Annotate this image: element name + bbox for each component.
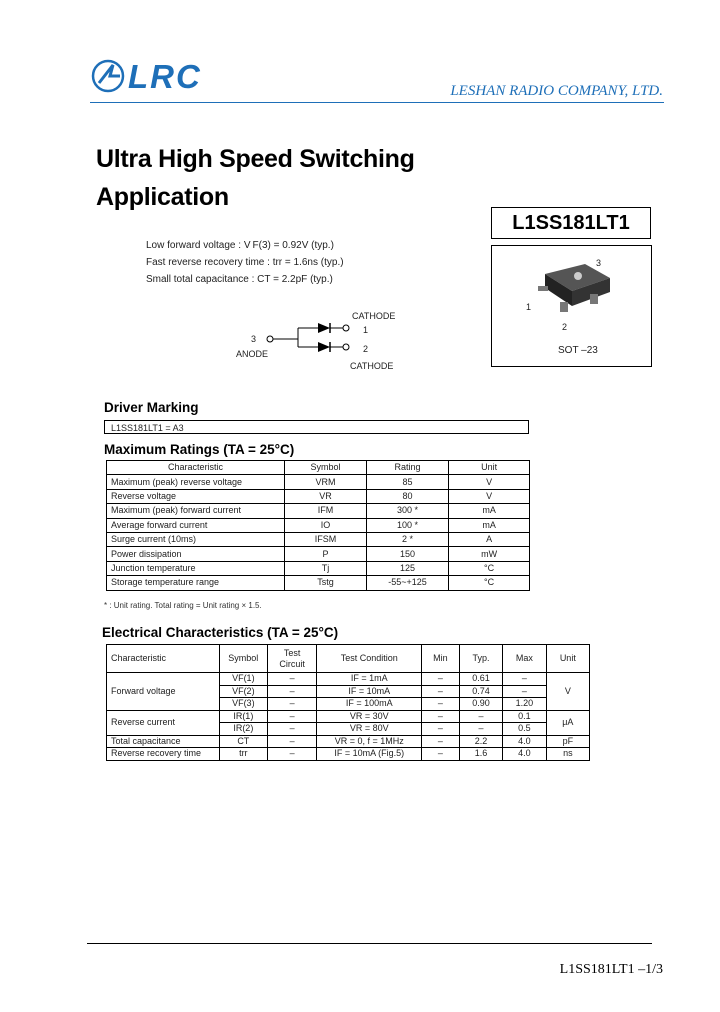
- pkg-pin-1: 1: [526, 302, 532, 312]
- table-cell: –: [422, 735, 460, 748]
- table-cell: VF(3): [219, 698, 267, 711]
- table-cell: Reverse voltage: [107, 489, 285, 503]
- table-cell: –: [267, 710, 317, 723]
- table-cell: 0.90: [459, 698, 502, 711]
- page-title: [96, 140, 415, 216]
- table-cell: IF = 10mA: [317, 685, 422, 698]
- column-header: Characteristic: [107, 645, 220, 673]
- table-header-row: [107, 461, 530, 475]
- table-cell: 80: [366, 489, 448, 503]
- table-cell: –: [267, 735, 317, 748]
- table-cell: Maximum (peak) forward current: [107, 504, 285, 518]
- table-cell: IFSM: [285, 532, 367, 546]
- page-footer: L1SS181LT1 –1/3: [559, 962, 663, 977]
- anode-label: ANODE: [236, 349, 269, 359]
- table-cell: P: [285, 547, 367, 561]
- table-cell: 0.5: [503, 723, 546, 736]
- table-cell: Maximum (peak) reverse voltage: [107, 475, 285, 489]
- table-cell: 100 *: [366, 518, 448, 532]
- table-cell: mW: [449, 547, 530, 561]
- unit-cell: V: [546, 673, 589, 711]
- column-header: Test Condition: [317, 645, 422, 673]
- table-cell: 1.20: [503, 698, 546, 711]
- table-cell: V: [449, 475, 530, 489]
- title-line-1: Ultra High Speed Switching: [96, 145, 415, 173]
- table-cell: –: [422, 723, 460, 736]
- table-cell: 2.2: [459, 735, 502, 748]
- table-cell: Junction temperature: [107, 561, 285, 575]
- table-cell: IR(1): [219, 710, 267, 723]
- pkg-pin-3: 3: [596, 258, 602, 268]
- table-row: [107, 576, 530, 590]
- table-cell: IR(2): [219, 723, 267, 736]
- table-cell: mA: [449, 504, 530, 518]
- group-label-cell: Reverse current: [107, 710, 220, 735]
- table-row: [107, 504, 530, 518]
- footer-rule: [87, 943, 652, 944]
- table-cell: 4.0: [503, 735, 546, 748]
- cathode-label-bottom: CATHODE: [350, 361, 394, 371]
- electrical-heading: Electrical Characteristics (TA = 25°C): [102, 625, 339, 640]
- table-cell: °C: [449, 561, 530, 575]
- table-cell: 85: [366, 475, 448, 489]
- table-cell: –: [459, 710, 502, 723]
- table-cell: –: [422, 748, 460, 761]
- table-cell: –: [267, 723, 317, 736]
- table-cell: 150: [366, 547, 448, 561]
- driver-marking-heading: Driver Marking: [104, 400, 199, 415]
- table-row: [107, 561, 530, 575]
- cathode-label-top: CATHODE: [352, 311, 396, 321]
- column-header: Symbol: [285, 461, 367, 475]
- column-header: Min: [422, 645, 460, 673]
- table-cell: IFM: [285, 504, 367, 518]
- table-cell: –: [267, 685, 317, 698]
- part-number-box: L1SS181LT1: [491, 207, 651, 239]
- table-cell: V: [449, 489, 530, 503]
- table-row: [107, 518, 530, 532]
- table-cell: IO: [285, 518, 367, 532]
- table-cell: VR: [285, 489, 367, 503]
- table-cell: VF(2): [219, 685, 267, 698]
- table-cell: 0.74: [459, 685, 502, 698]
- table-cell: –: [422, 698, 460, 711]
- header-rule: [90, 102, 664, 103]
- sot23-package-image: [530, 256, 620, 326]
- table-cell: 2 *: [366, 532, 448, 546]
- table-cell: Tj: [285, 561, 367, 575]
- table-cell: A: [449, 532, 530, 546]
- table-cell: 1.6: [459, 748, 502, 761]
- package-name: SOT –23: [558, 345, 598, 356]
- table-cell: –: [503, 685, 546, 698]
- table-cell: trr: [219, 748, 267, 761]
- table-cell: –: [267, 698, 317, 711]
- table-cell: VF(1): [219, 673, 267, 686]
- column-header: Rating: [366, 461, 448, 475]
- table-row: [107, 475, 530, 489]
- table-cell: CT: [219, 735, 267, 748]
- column-header: Unit: [449, 461, 530, 475]
- table-cell: mA: [449, 518, 530, 532]
- table-cell: 0.61: [459, 673, 502, 686]
- table-cell: -55~+125: [366, 576, 448, 590]
- table-cell: –: [267, 748, 317, 761]
- table-row: [107, 532, 530, 546]
- table-cell: 300 *: [366, 504, 448, 518]
- ratings-note: * : Unit rating. Total rating = Unit rating × 1.5.: [104, 601, 262, 610]
- table-row: [107, 710, 590, 723]
- feature-list: [146, 237, 344, 288]
- table-row: [107, 489, 530, 503]
- table-cell: Power dissipation: [107, 547, 285, 561]
- column-header: Symbol: [219, 645, 267, 673]
- group-label-cell: Forward voltage: [107, 673, 220, 711]
- table-cell: VR = 30V: [317, 710, 422, 723]
- table-cell: 125: [366, 561, 448, 575]
- table-cell: pF: [546, 735, 589, 748]
- table-row: [107, 547, 530, 561]
- table-cell: IF = 100mA: [317, 698, 422, 711]
- table-cell: Reverse recovery time: [107, 748, 220, 761]
- driver-marking-value: L1SS181LT1 = A3: [104, 420, 529, 434]
- feature-item: Fast reverse recovery time : trr = 1.6ns (typ.): [146, 257, 344, 268]
- table-row: [107, 748, 590, 761]
- table-cell: Storage temperature range: [107, 576, 285, 590]
- table-cell: 4.0: [503, 748, 546, 761]
- max-ratings-heading: Maximum Ratings (TA = 25°C): [104, 442, 295, 457]
- company-name: LESHAN RADIO COMPANY, LTD.: [450, 83, 663, 99]
- table-cell: 0.1: [503, 710, 546, 723]
- max-ratings-table: [106, 460, 530, 591]
- column-header: Typ.: [459, 645, 502, 673]
- table-cell: ns: [546, 748, 589, 761]
- pin-1-label: 1: [363, 325, 369, 335]
- table-cell: –: [422, 710, 460, 723]
- column-header: Max: [503, 645, 546, 673]
- package-box: [491, 245, 652, 367]
- unit-cell: μA: [546, 710, 589, 735]
- table-cell: IF = 1mA: [317, 673, 422, 686]
- table-cell: –: [267, 673, 317, 686]
- table-cell: –: [422, 673, 460, 686]
- table-cell: –: [503, 673, 546, 686]
- table-cell: Average forward current: [107, 518, 285, 532]
- table-row: [107, 735, 590, 748]
- pkg-pin-2: 2: [562, 322, 568, 332]
- table-cell: Tstg: [285, 576, 367, 590]
- column-header: Test Circuit: [267, 645, 317, 673]
- table-cell: IF = 10mA (Fig.5): [317, 748, 422, 761]
- column-header: Unit: [546, 645, 589, 673]
- table-row: [107, 673, 590, 686]
- table-cell: °C: [449, 576, 530, 590]
- table-cell: VRM: [285, 475, 367, 489]
- pin-3-label: 3: [251, 334, 257, 344]
- title-line-2: Application: [96, 183, 229, 211]
- table-cell: Total capacitance: [107, 735, 220, 748]
- column-header: Characteristic: [107, 461, 285, 475]
- table-header-row: [107, 645, 590, 673]
- table-cell: VR = 0, f = 1MHz: [317, 735, 422, 748]
- table-cell: –: [422, 685, 460, 698]
- logo-text: LRC: [128, 58, 202, 95]
- table-cell: Surge current (10ms): [107, 532, 285, 546]
- feature-item: Small total capacitance : CT = 2.2pF (typ.): [146, 274, 333, 285]
- feature-item: Low forward voltage : V F(3) = 0.92V (typ.): [146, 240, 334, 251]
- table-cell: VR = 80V: [317, 723, 422, 736]
- table-cell: –: [459, 723, 502, 736]
- pin-2-label: 2: [363, 344, 369, 354]
- electrical-table: [106, 644, 590, 761]
